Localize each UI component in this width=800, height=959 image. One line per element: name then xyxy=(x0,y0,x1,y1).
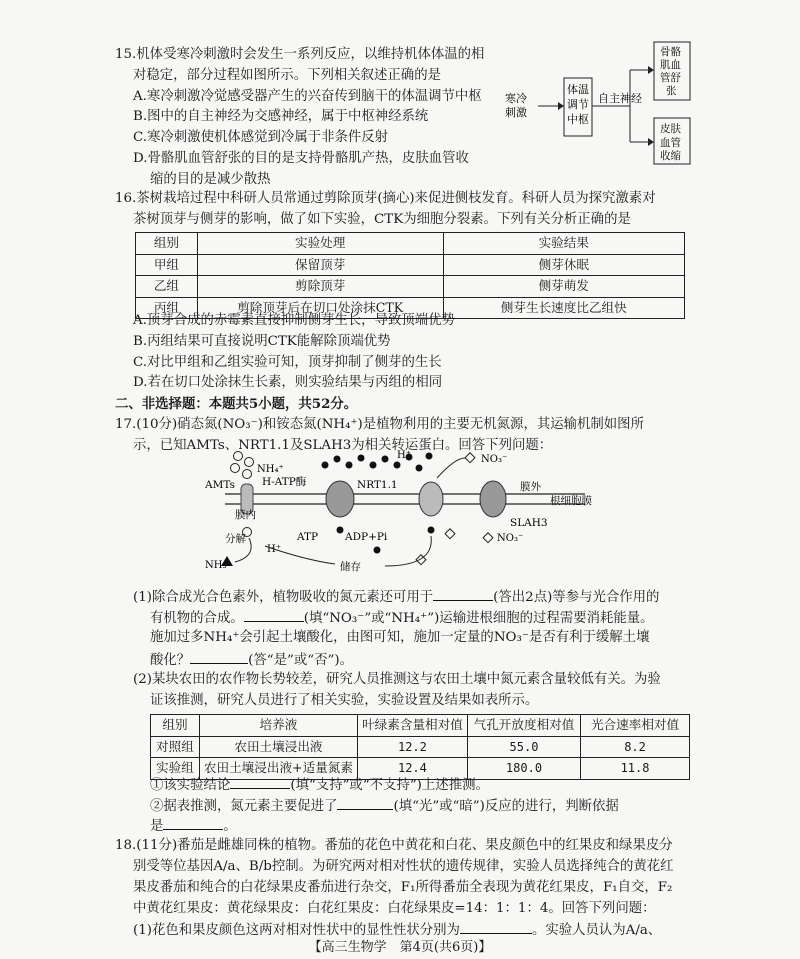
q16-stem-line1: 16.茶树栽培过程中科研人员常通过剪除顶芽(摘心)来促进侧枝发育。科研人员为探究激素对 xyxy=(115,191,656,206)
answer-blank[interactable] xyxy=(244,607,304,622)
h-plus-inside-label: H⁺ xyxy=(267,544,281,555)
q17-p1-line3: 施加过多NH₄⁺会引起土壤酸化，由图可知，施加一定量的NO₃⁻是否有利于缓解土壤 xyxy=(150,630,650,645)
q15-thermoregulation-diagram xyxy=(500,40,700,170)
table-cell: 对照组 xyxy=(151,736,200,758)
table-cell: 55.0 xyxy=(467,736,580,758)
table-row xyxy=(136,276,685,298)
q17-stem-line1: 17.(10分)硝态氮(NO₃⁻)和铵态氮(NH₄⁺)是植物利用的主要无机氮源，其运输机制如图所 xyxy=(115,417,644,432)
q18-stem-line3: 果皮番茄和纯合的白花绿果皮番茄进行杂交，F₁所得番茄全表现为黄花红果皮，F₁自交，F₂ xyxy=(133,880,673,895)
q17-stem-line2: 示，已知AMTs、NRT1.1及SLAH3为相关转运蛋白。回答下列问题： xyxy=(133,438,553,453)
adp-label: ADP+Pi xyxy=(345,531,388,543)
muscle-label-4: 张 xyxy=(666,85,677,97)
no3-inside-label: NO₃⁻ xyxy=(497,533,524,544)
table-row xyxy=(136,254,685,276)
table-cell: 保留顶芽 xyxy=(197,254,443,276)
table-cell: 乙组 xyxy=(136,276,198,298)
h-plus-label: H⁺ xyxy=(397,450,411,461)
q17-sub2-cont xyxy=(150,815,237,838)
q16-option-b: B.丙组结果可直接说明CTK能解除顶端优势 xyxy=(133,334,391,349)
q17-sub2-text-b: (填“光”或“暗”)反应的进行，判断依据 xyxy=(393,799,619,814)
center-label-1: 体温 xyxy=(567,83,589,96)
q15-stem-line1: 15.机体受寒冷刺激时会发生一系列反应，以维持机体体温的相 xyxy=(115,47,485,62)
atp-label: ATP xyxy=(297,531,319,543)
muscle-label-3: 管舒 xyxy=(660,72,681,84)
q18-stem-line1: 18.(11分)番茄是雌雄同株的植物。番茄的花色中黄花和白花、果皮颜色中的红果皮和绿果皮分 xyxy=(115,838,673,853)
page-footer: 【高三生物学 第4页(共6页)】 xyxy=(308,940,492,955)
q17-sub2-text-d: 。 xyxy=(223,819,237,834)
answer-blank[interactable] xyxy=(460,919,532,934)
h-atpase-label: H-ATP酶 xyxy=(262,476,307,488)
q16-option-a: A.顶芽合成的赤霉素直接抑制侧芽生长，导致顶端优势 xyxy=(133,313,455,328)
no3-outside-label: NO₃⁻ xyxy=(481,454,508,465)
q17-p1-line4 xyxy=(150,649,353,672)
answer-blank[interactable] xyxy=(190,649,248,664)
q18-stem-line2: 别受等位基因A/a、B/b控制。为研究两对相对性状的遗传规律，实验人员选择纯合的黄花红 xyxy=(133,859,674,874)
stimulus-label-1: 寒冷 xyxy=(505,92,527,105)
muscle-label-2: 肌血 xyxy=(660,59,681,71)
q17-sub1-text-a: ①该实验结论 xyxy=(150,778,231,793)
nrt-protein xyxy=(419,482,443,516)
q17-p1-line2 xyxy=(150,607,654,630)
q17-p2-line1: (2)某块农田的农作物长势较差，研究人员推测这与农田土壤中氮元素含量较低有关。为验 xyxy=(133,672,661,687)
q17-p1-line1 xyxy=(133,586,659,609)
q16-option-c: C.对比甲组和乙组实验可知，顶芽抑制了侧芽的生长 xyxy=(133,355,442,370)
table-cell: 侧芽生长速度比乙组快 xyxy=(443,297,685,319)
table-cell: 12.4 xyxy=(357,758,467,780)
nerve-label: 自主神经 xyxy=(598,92,642,105)
q17-header-stomata: 气孔开放度相对值 xyxy=(467,715,580,737)
amts-label: AMTs xyxy=(205,479,235,491)
q18-stem-line4: 中黄花红果皮：黄花绿果皮：白花红果皮：白花绿果皮=14：1：1：4。回答下列问题： xyxy=(133,901,656,916)
q15-option-b: B.图中的自主神经为交感神经，属于中枢神经系统 xyxy=(133,109,429,124)
q17-header-medium: 培养液 xyxy=(199,715,357,737)
h-atpase-protein xyxy=(326,481,354,517)
muscle-label-1: 骨骼 xyxy=(660,46,681,58)
q17-p1-text-b: (答出2点)等参与光合作用的 xyxy=(493,590,660,605)
slah3-protein xyxy=(480,481,506,517)
q17-header-group: 组别 xyxy=(151,715,200,737)
q17-nitrogen-transport-diagram xyxy=(205,448,605,578)
table-cell: 12.2 xyxy=(357,736,467,758)
answer-blank[interactable] xyxy=(163,815,223,830)
section-heading: 二、非选择题：本题共5小题，共52分。 xyxy=(115,396,358,412)
q17-header-chlorophyll: 叶绿素含量相对值 xyxy=(357,715,467,737)
skin-label-2: 血管 xyxy=(660,137,681,149)
q15-option-a: A.寒冷刺激冷觉感受器产生的兴奋传到脑干的体温调节中枢 xyxy=(133,89,482,104)
table-cell: 丙组 xyxy=(136,297,198,319)
q17-sub2-text-c: 是 xyxy=(150,819,164,834)
q17-p1-text-d: (填“NO₃⁻”或“NH₄⁺”)运输进根细胞的过程需要消耗能量。 xyxy=(303,611,654,626)
answer-blank[interactable] xyxy=(433,586,493,601)
table-row xyxy=(151,736,690,758)
q17-table xyxy=(150,714,690,780)
membrane-label: 根细胞膜 xyxy=(550,495,592,507)
q16-header-treatment: 实验处理 xyxy=(197,233,443,255)
nh3-label: NH₃ xyxy=(205,560,227,571)
nrt-label: NRT1.1 xyxy=(357,479,398,491)
inside-label: 膜内 xyxy=(235,509,256,521)
q16-header-result: 实验结果 xyxy=(443,233,685,255)
decompose-label: 分解 xyxy=(225,533,246,545)
answer-blank[interactable] xyxy=(230,774,290,789)
q17-p1-text-g: (答“是”或“否”)。 xyxy=(248,653,353,668)
q17-p1-text-c: 有机物的合成。 xyxy=(150,611,244,626)
table-cell: 侧芽休眠 xyxy=(443,254,685,276)
q17-header-photosynthesis: 光合速率相对值 xyxy=(581,715,690,737)
table-cell: 180.0 xyxy=(467,758,580,780)
table-cell: 11.8 xyxy=(581,758,690,780)
table-cell: 8.2 xyxy=(581,736,690,758)
q15-stem-line2: 对稳定，部分过程如图所示。下列相关叙述正确的是 xyxy=(133,68,441,83)
nh4-label: NH₄⁺ xyxy=(257,464,284,475)
skin-label-3: 收缩 xyxy=(660,150,681,162)
slah3-label: SLAH3 xyxy=(510,517,548,529)
storage-label: 储存 xyxy=(340,561,361,573)
outside-label: 膜外 xyxy=(520,481,541,493)
q15-option-d-cont: 缩的目的是减少散热 xyxy=(150,172,271,187)
q16-header-group: 组别 xyxy=(136,233,198,255)
q15-option-c: C.寒冷刺激使机体感觉到冷属于非条件反射 xyxy=(133,130,389,145)
answer-blank[interactable] xyxy=(337,795,393,810)
table-cell: 剪除顶芽 xyxy=(197,276,443,298)
q17-sub2-text-a: ②据表推测，氮元素主要促进了 xyxy=(150,799,338,814)
q17-p2-line2: 证该推测，研究人员进行了相关实验，实验设置及结果如表所示。 xyxy=(150,693,539,708)
skin-label-1: 皮肤 xyxy=(660,123,681,135)
table-cell: 农田土壤浸出液 xyxy=(199,736,357,758)
q16-stem-line2: 茶树顶芽与侧芽的影响，做了如下实验，CTK为细胞分裂素。下列有关分析正确的是 xyxy=(133,212,631,227)
q17-p1-text-f: 酸化？ xyxy=(150,653,191,668)
q16-table xyxy=(135,232,685,319)
center-label-2: 调节 xyxy=(567,98,589,111)
q17-sub1-text-b: (填“支持”或“不支持”)上述推测。 xyxy=(290,778,489,793)
q17-sub1 xyxy=(150,774,489,797)
q15-option-d: D.骨骼肌血管舒张的目的是支持骨骼肌产热，皮肤血管收 xyxy=(133,151,469,166)
table-cell: 剪除顶芽后在切口处涂抹CTK xyxy=(197,297,443,319)
table-cell: 实验组 xyxy=(151,758,200,780)
stimulus-label-2: 刺激 xyxy=(505,106,527,119)
table-cell: 农田土壤浸出液+适量氮素 xyxy=(199,758,357,780)
table-cell: 甲组 xyxy=(136,254,198,276)
q18-p1-text-b: 。实验人员认为A/a、 xyxy=(531,923,662,938)
q17-p1-text-a: (1)除合成光合色素外，植物吸收的氮元素还可用于 xyxy=(133,590,434,605)
q16-option-d: D.若在切口处涂抹生长素，则实验结果与丙组的相同 xyxy=(133,375,443,390)
table-cell: 侧芽萌发 xyxy=(443,276,685,298)
q18-p1-text-a: (1)花色和果皮颜色这两对相对性状中的显性性状分别为 xyxy=(133,923,460,938)
center-label-3: 中枢 xyxy=(567,113,589,126)
